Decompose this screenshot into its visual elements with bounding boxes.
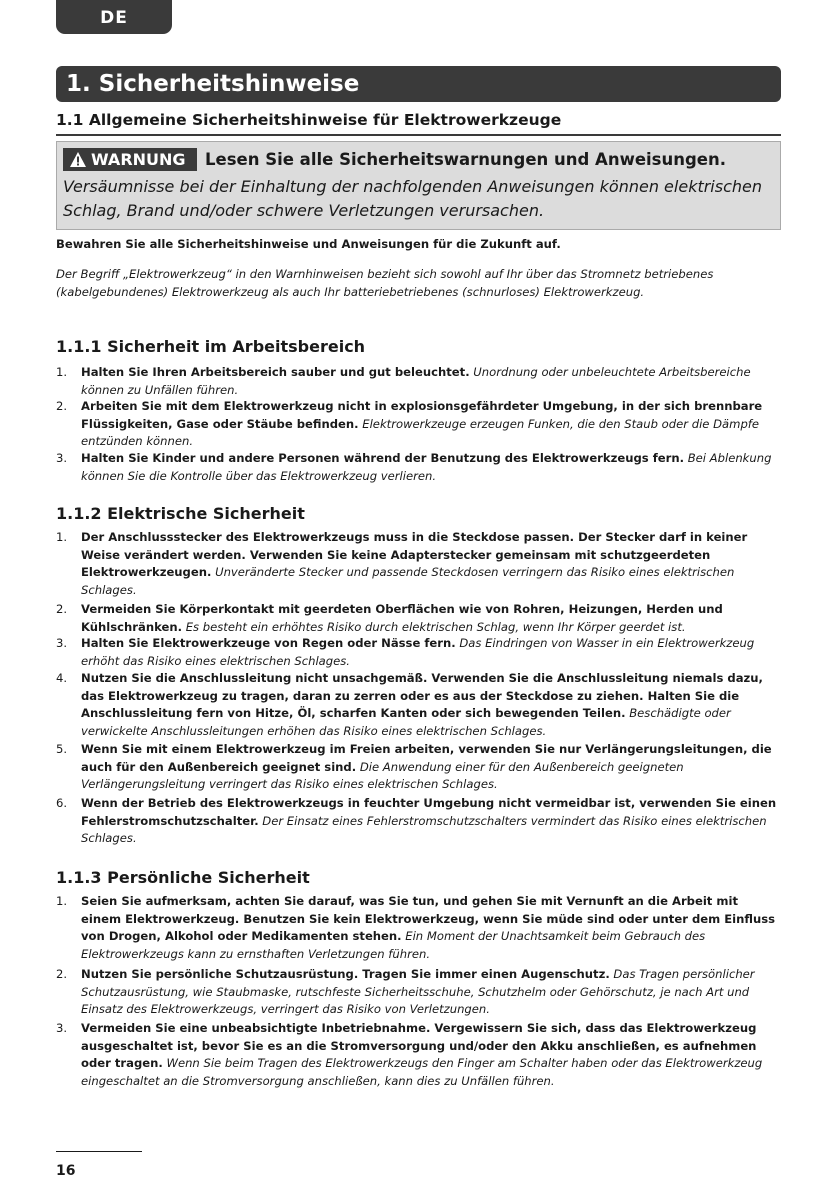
list-item — [56, 398, 781, 451]
warning-label: WARNUNG — [91, 150, 186, 169]
list-item-instruction: Arbeiten Sie mit dem Elektrowerkzeug nicht in explosionsgefährdeter Umgebung, in der sich brennbare Flüssigkeiten, Gase oder Stäube befinden. — [81, 399, 763, 431]
warning-triangle-icon — [69, 151, 87, 168]
list-item — [56, 450, 781, 485]
list-item-instruction: Nutzen Sie persönliche Schutzausrüstung. Tragen Sie immer einen Augenschutz. — [81, 967, 610, 981]
list-item-number: 1. — [56, 530, 68, 544]
footer-rule — [56, 1151, 142, 1152]
list-item-number: 3. — [56, 636, 68, 650]
list-item-instruction: Vermeiden Sie eine unbeabsichtigte Inbetriebnahme. Vergewissern Sie sich, dass das Elektrowerkzeug ausgeschaltet ist, bevor Sie es an die Stromversorgung und/oder den Akku anschließen, es aufnehmen oder tragen. — [81, 1021, 757, 1070]
list-item-explanation: Das Tragen persönlicher Schutzausrüstung, wie Staubmaske, rutschfeste Sicherheitsschuhe, Schutzhelm oder Gehörschutz, je nach Art und Einsatz des Elektrowerkzeugs, verringert das Risiko von Verletzungen. — [81, 967, 755, 1016]
list-item-body — [81, 893, 781, 963]
list-item — [56, 601, 781, 636]
list-item — [56, 966, 781, 1019]
list-item-number: 2. — [56, 602, 68, 616]
list-item — [56, 741, 781, 794]
list-item-number: 2. — [56, 399, 68, 413]
list-item-body — [81, 670, 781, 740]
list-item-explanation: Es besteht ein erhöhtes Risiko durch elektrischen Schlag, wenn Ihr Körper geerdet ist. — [185, 619, 686, 634]
list-item-explanation: Der Einsatz eines Fehlerstromschutzschalters vermindert das Risiko eines elektrischen Schlages. — [81, 813, 767, 845]
list-item-body — [81, 1020, 781, 1090]
list-item-explanation: Bei Ablenkung können Sie die Kontrolle über das Elektrowerkzeug verlieren. — [81, 451, 772, 483]
list-item-number: 2. — [56, 967, 68, 981]
list-item-explanation: Elektrowerkzeuge erzeugen Funken, die den Staub oder die Dämpfe entzünden können. — [81, 416, 760, 448]
subsection-title-work-area: 1.1.1 Sicherheit im Arbeitsbereich — [56, 337, 366, 356]
list-item — [56, 364, 781, 399]
list-item-instruction: Wenn der Betrieb des Elektrowerkzeugs in feuchter Umgebung nicht vermeidbar ist, verwenden Sie einen Fehlerstromschutzschalter. — [81, 796, 777, 828]
list-item-instruction: Seien Sie aufmerksam, achten Sie darauf, was Sie tun, und gehen Sie mit Vernunft an die Arbeit mit einem Elektrowerkzeug. Benutzen Sie kein Elektrowerkzeug, wenn Sie müde sind oder unter dem Einfluss von Drogen, Alkohol oder Medikamenten stehen. — [81, 894, 776, 943]
list-item-number: 3. — [56, 451, 68, 465]
list-item-instruction: Halten Sie Ihren Arbeitsbereich sauber und gut beleuchtet. — [81, 365, 470, 379]
list-item-instruction: Nutzen Sie die Anschlussleitung nicht unsachgemäß. Verwenden Sie die Anschlussleitung niemals dazu, das Elektrowerkzeug zu tragen, daran zu zerren oder es aus der Steckdose zu ziehen. Halten Sie die Anschlussleitung fern von Hitze, Öl, scharfen Kanten oder sich bewegenden Teilen. — [81, 671, 763, 720]
list-item-body — [81, 795, 781, 848]
language-tab: DE — [56, 0, 172, 34]
subsection-title-electrical: 1.1.2 Elektrische Sicherheit — [56, 504, 305, 523]
list-item-number: 5. — [56, 742, 68, 756]
list-item — [56, 670, 781, 740]
definition-paragraph: Der Begriff „Elektrowerkzeug“ in den Warnhinweisen bezieht sich sowohl auf Ihr über das Stromnetz betriebenes (kabelgebundenes) Elektrowerkzeug als auch Ihr batteriebetriebenes (schnurloses) Elektrowerkzeug. — [56, 267, 714, 299]
list-item-body — [81, 398, 781, 451]
subsection-title-personal: 1.1.3 Persönliche Sicherheit — [56, 868, 310, 887]
list-item-explanation: Die Anwendung einer für den Außenbereich geeigneten Verlängerungsleitung verringert das Risiko eines elektrischen Schlages. — [81, 759, 684, 791]
warning-box — [56, 141, 781, 230]
list-item-explanation: Das Eindringen von Wasser in ein Elektrowerkzeug erhöht das Risiko eines elektrischen Schlages. — [81, 636, 755, 668]
list-item-instruction: Wenn Sie mit einem Elektrowerkzeug im Freien arbeiten, verwenden Sie nur Verlängerungsleitungen, die auch für den Außenbereich geeignet sind. — [81, 742, 772, 774]
list-item-explanation: Unordnung oder unbeleuchtete Arbeitsbereiche können zu Unfällen führen. — [81, 365, 751, 397]
page-number: 16 — [56, 1163, 76, 1179]
list-item-body — [81, 966, 781, 1019]
list-item-explanation: Wenn Sie beim Tragen des Elektrowerkzeugs den Finger am Schalter haben oder das Elektrowerkzeug eingeschaltet an die Stromversorgung anschließen, kann dies zu Unfällen führen. — [81, 1056, 763, 1088]
list-item-body — [81, 450, 781, 485]
list-item-number: 4. — [56, 671, 68, 685]
list-item-instruction: Halten Sie Kinder und andere Personen während der Benutzung des Elektrowerkzeugs fern. — [81, 451, 684, 465]
list-item-explanation: Ein Moment der Unachtsamkeit beim Gebrauch des Elektrowerkzeugs kann zu ernsthaften Verletzungen führen. — [81, 929, 706, 961]
list-item-number: 1. — [56, 365, 68, 379]
keep-instructions-notice: Bewahren Sie alle Sicherheitshinweise und Anweisungen für die Zukunft auf. — [56, 237, 561, 251]
list-item — [56, 1020, 781, 1090]
warning-heading: Lesen Sie alle Sicherheitswarnungen und Anweisungen. — [205, 150, 726, 169]
list-item-number: 3. — [56, 1021, 68, 1035]
list-item-body — [81, 601, 781, 636]
list-item-body — [81, 635, 781, 670]
warning-badge — [63, 148, 197, 171]
section-title: 1.1 Allgemeine Sicherheitshinweise für Elektrowerkzeuge — [56, 111, 562, 129]
list-item — [56, 893, 781, 963]
list-item-instruction: Vermeiden Sie Körperkontakt mit geerdeten Oberflächen wie von Rohren, Heizungen, Herden und Kühlschränken. — [81, 602, 723, 634]
section-divider — [56, 134, 781, 136]
list-item-explanation: Beschädigte oder verwickelte Anschlussleitungen erhöhen das Risiko eines elektrischen Schlages. — [81, 706, 731, 738]
list-item-body — [81, 529, 781, 599]
list-item-body — [81, 741, 781, 794]
list-item-number: 6. — [56, 796, 68, 810]
list-item-number: 1. — [56, 894, 68, 908]
list-item — [56, 529, 781, 599]
chapter-title: 1. Sicherheitshinweise — [56, 66, 781, 102]
list-item-explanation: Unveränderte Stecker und passende Steckdosen verringern das Risiko eines elektrischen Schlages. — [81, 565, 735, 597]
list-item — [56, 635, 781, 670]
list-item-body — [81, 364, 781, 399]
list-item-instruction: Der Anschlussstecker des Elektrowerkzeugs muss in die Steckdose passen. Der Stecker darf in keiner Weise verändert werden. Verwenden Sie keine Adapterstecker gemeinsam mit schutzgeerdeten Elektrowerkzeugen. — [81, 530, 748, 579]
list-item-instruction: Halten Sie Elektrowerkzeuge von Regen oder Nässe fern. — [81, 636, 456, 650]
list-item — [56, 795, 781, 848]
warning-text: Versäumnisse bei der Einhaltung der nachfolgenden Anweisungen können elektrischen Schlag, Brand und/oder schwere Verletzungen verursachen. — [63, 177, 763, 220]
